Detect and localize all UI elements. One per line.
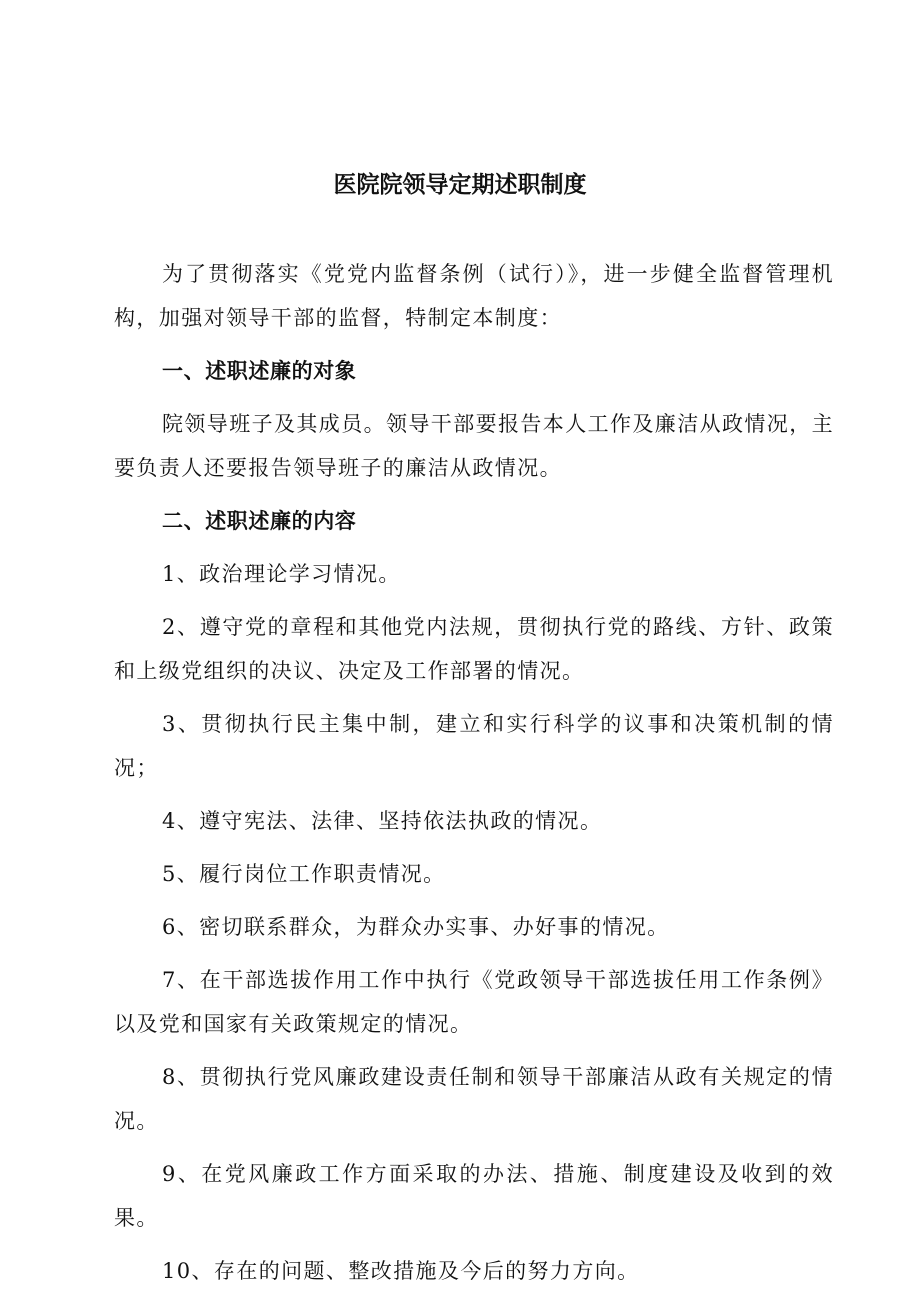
content-item-3: 3、贯彻执行民主集中制，建立和实行科学的议事和决策机制的情况； <box>114 712 834 780</box>
intro-paragraph: 为了贯彻落实《党党内监督条例（试行）》，进一步健全监督管理机构，加强对领导干部的监督，特制定本制度： <box>114 262 834 330</box>
content-item-1: 1、政治理论学习情况。 <box>162 562 401 586</box>
content-item-7: 7、在干部选拔作用工作中执行《党政领导干部选拔任用工作条例》以及党和国家有关政策规定的情况。 <box>114 968 834 1036</box>
document-title: 医院院领导定期述职制度 <box>333 172 587 198</box>
section-heading-subjects: 一、述职述廉的对象 <box>162 359 357 383</box>
section-heading-contents: 二、述职述廉的内容 <box>162 509 357 533</box>
content-item-9: 9、在党风廉政工作方面采取的办法、措施、制度建设及收到的效果。 <box>114 1162 834 1230</box>
content-item-2: 2、遵守党的章程和其他党内法规，贯彻执行党的路线、方针、政策和上级党组织的决议、决定及工作部署的情况。 <box>114 615 834 683</box>
content-item-4: 4、遵守宪法、法律、坚持依法执政的情况。 <box>162 809 603 833</box>
section-subjects-text: 院领导班子及其成员。领导干部要报告本人工作及廉洁从政情况，主要负责人还要报告领导班子的廉洁从政情况。 <box>114 412 834 480</box>
document-body <box>114 252 834 1302</box>
content-item-6: 6、密切联系群众，为群众办实事、办好事的情况。 <box>162 915 670 939</box>
content-item-5: 5、履行岗位工作职责情况。 <box>162 862 446 886</box>
content-item-10: 10、存在的问题、整改措施及今后的努力方向。 <box>162 1259 640 1283</box>
content-item-8: 8、贯彻执行党风廉政建设责任制和领导干部廉洁从政有关规定的情况。 <box>114 1065 834 1133</box>
